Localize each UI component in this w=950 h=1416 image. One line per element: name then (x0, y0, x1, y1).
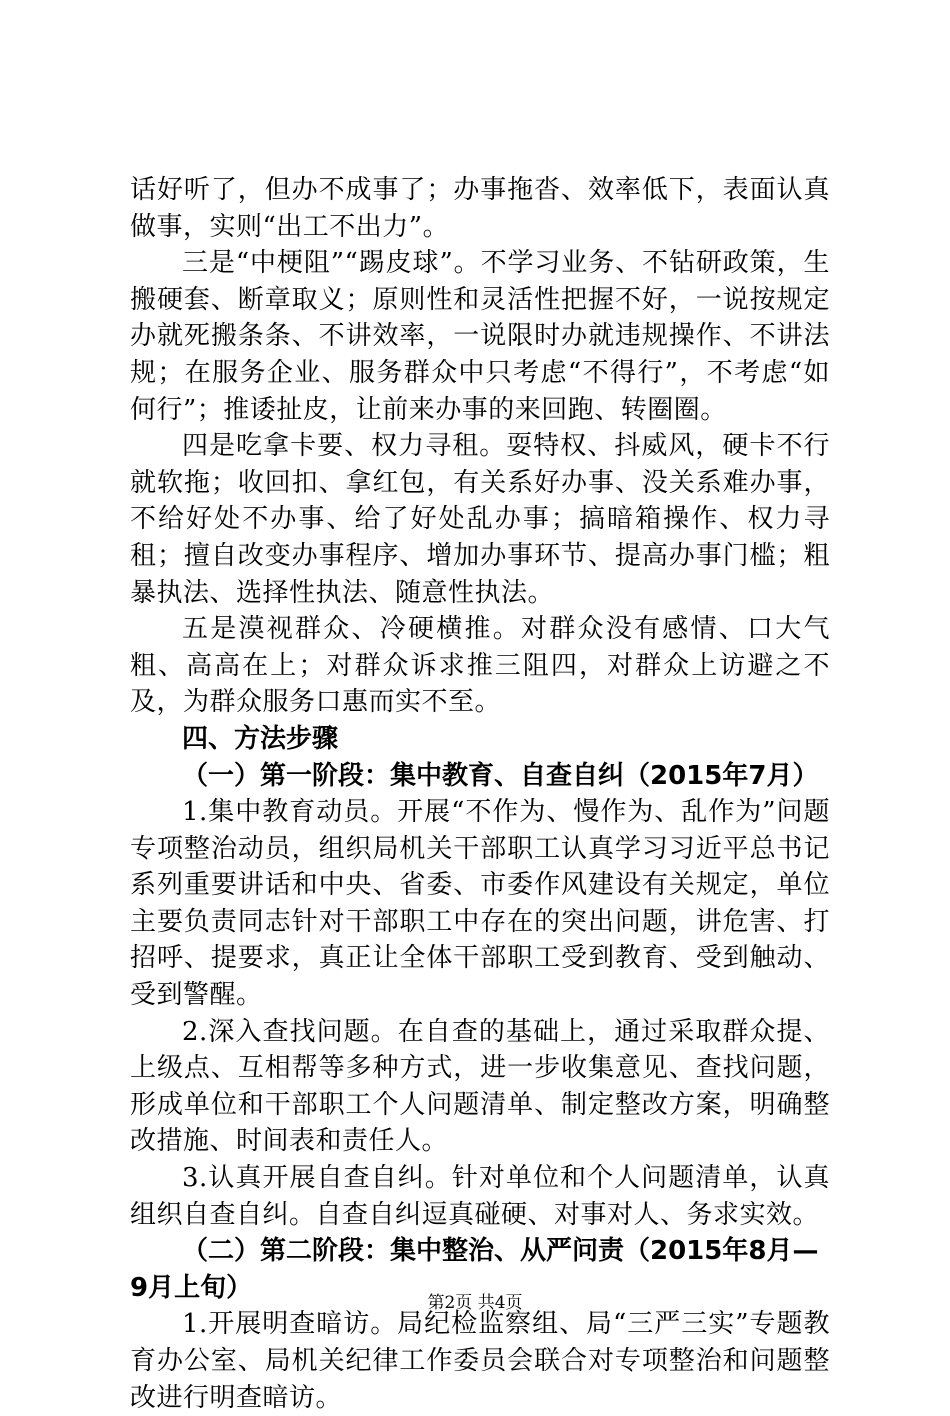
document-body (130, 172, 830, 1416)
subsection-heading: （二）第二阶段：集中整治、从严问责（2015年8月—9月上旬） (130, 1236, 819, 1303)
subsection-heading: （一）第一阶段：集中教育、自查自纠（2015年7月） (182, 760, 819, 791)
section-heading: 四、方法步骤 (182, 723, 339, 754)
paragraph: 1.开展明查暗访。局纪检监察组、局“三严三实”专题教育办公室、局机关纪律工作委员会联合对专项整治和问题整改进行明查暗访。 (130, 1309, 830, 1413)
paragraph: 话好听了，但办不成事了；办事拖沓、效率低下，表面认真做事，实则“出工不出力”。 (130, 175, 830, 242)
paragraph: 三是“中梗阻”“踢皮球”。不学习业务、不钻研政策，生搬硬套、断章取义；原则性和灵活性把握不好，一说按规定办就死搬条条、不讲效率，一说限时办就违规操作、不讲法规；在服务企业、服务群众中只考虑“不得行”，不考虑“如何行”；推诿扯皮，让前来办事的来回跑、转圈圈。 (130, 248, 830, 425)
paragraph: 2.深入查找问题。在自查的基础上，通过采取群众提、上级点、互相帮等多种方式，进一步收集意见、查找问题，形成单位和干部职工个人问题清单、制定整改方案，明确整改措施、时间表和责任人。 (130, 1016, 830, 1157)
paragraph: 1.集中教育动员。开展“不作为、慢作为、乱作为”问题专项整治动员，组织局机关干部职工认真学习习近平总书记系列重要讲话和中央、省委、市委作风建设有关规定，单位主要负责同志针对干部职工中存在的突出问题，讲危害、打招呼、提要求，真正让全体干部职工受到教育、受到触动、受到警醒。 (130, 797, 830, 1011)
paragraph: 四是吃拿卡要、权力寻租。耍特权、抖威风，硬卡不行就软拖；收回扣、拿红包，有关系好办事、没关系难办事，不给好处不办事、给了好处乱办事；搞暗箱操作、权力寻租；擅自改变办事程序、增加办事环节、提高办事门槛；粗暴执法、选择性执法、随意性执法。 (130, 431, 830, 608)
page-footer: 第2页 共4页 (427, 1293, 523, 1313)
paragraph: 五是漠视群众、冷硬横推。对群众没有感情、口大气粗、高高在上；对群众诉求推三阻四，对群众上访避之不及，为群众服务口惠而实不至。 (130, 614, 830, 718)
paragraph: 3.认真开展自查自纠。针对单位和个人问题清单，认真组织自查自纠。自查自纠逗真碰硬、对事对人、务求实效。 (130, 1163, 830, 1230)
